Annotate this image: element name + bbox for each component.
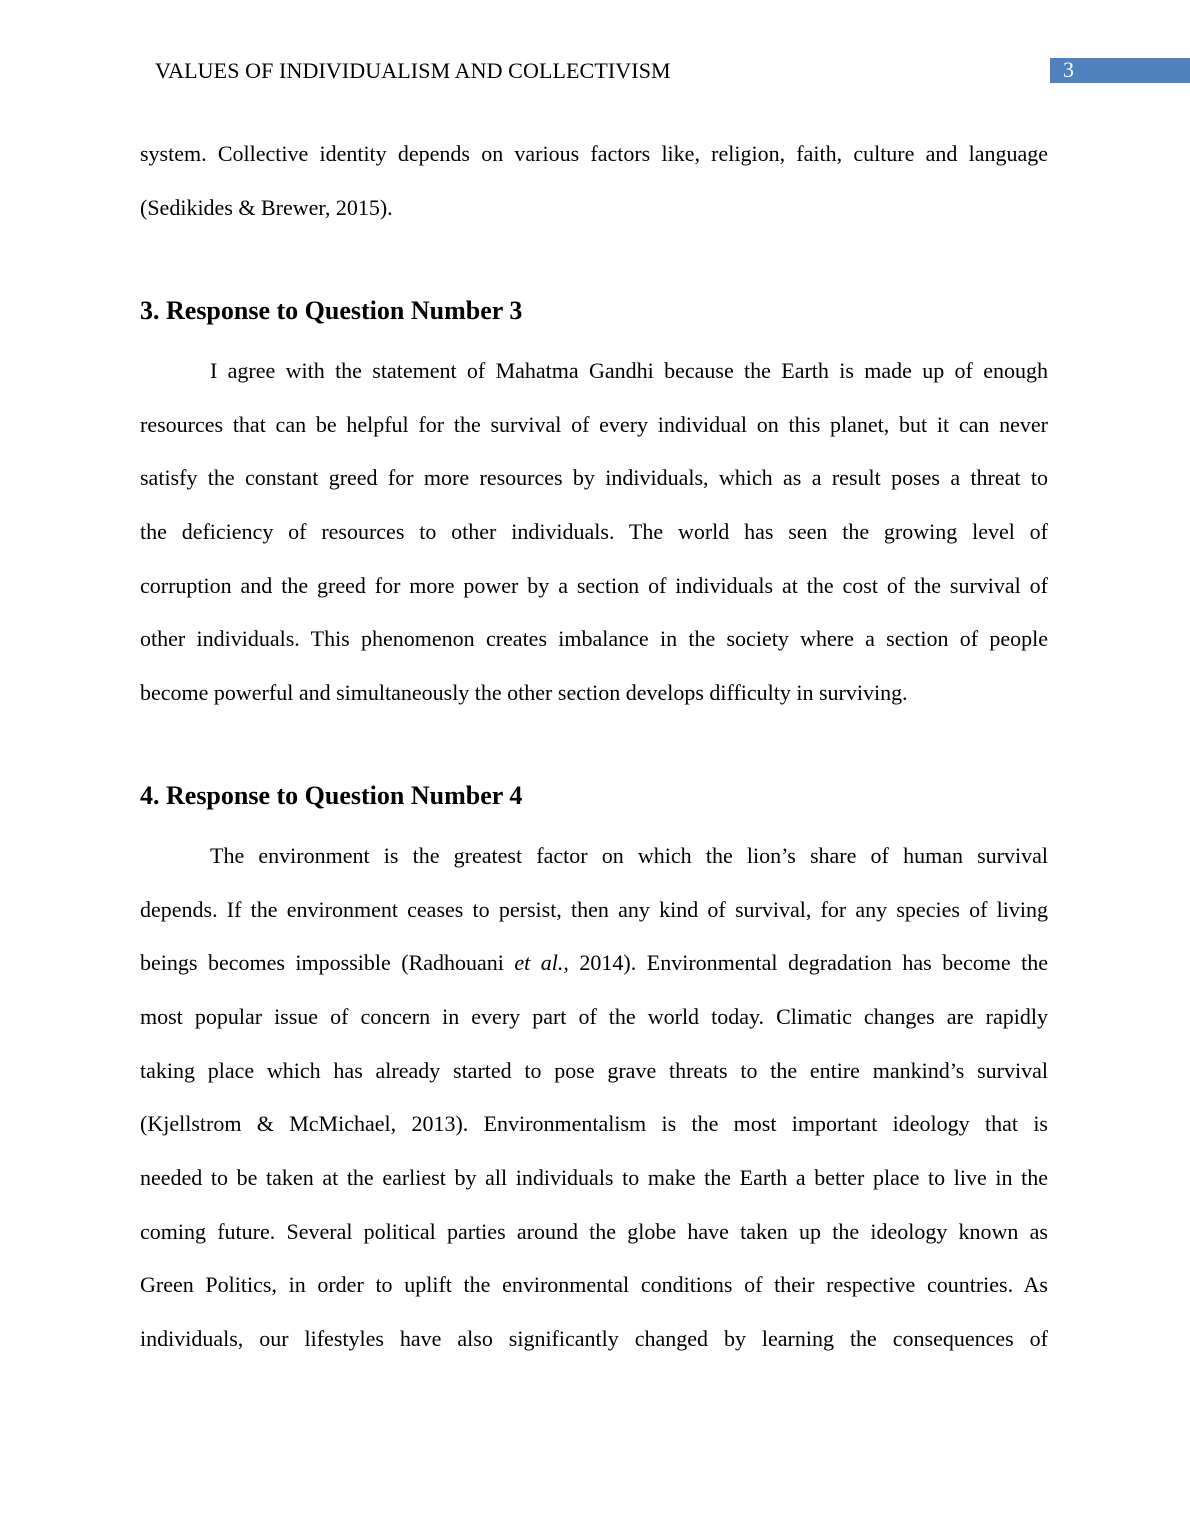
paragraph-line: The environment is the greatest factor on which the lion’s share of human survival — [210, 843, 1048, 868]
paragraph-line: corruption and the greed for more power by a section of individuals at the cost of the survival of — [140, 573, 1048, 598]
citation-author: beings becomes impossible (Radhouani — [140, 950, 515, 975]
paragraph-line: needed to be taken at the earliest by all individuals to make the Earth a better place to live in the — [140, 1165, 1048, 1190]
paragraph-line: (Sedikides & Brewer, 2015). — [140, 195, 393, 220]
paragraph-line: depends. If the environment ceases to persist, then any kind of survival, for any species of living — [140, 897, 1048, 922]
paragraph-line: coming future. Several political parties around the globe have taken up the ideology known as — [140, 1219, 1048, 1244]
paragraph-line: the deficiency of resources to other individuals. The world has seen the growing level of — [140, 519, 1048, 544]
page-number-box — [1050, 58, 1190, 83]
paragraph-line: other individuals. This phenomenon creates imbalance in the society where a section of people — [140, 626, 1048, 651]
citation-et-al: et al. — [514, 950, 564, 975]
paragraph-line: become powerful and simultaneously the other section develops difficulty in surviving. — [140, 680, 908, 705]
paragraph-line: most popular issue of concern in every part of the world today. Climatic changes are rapidly — [140, 1004, 1048, 1029]
paragraph-line: Green Politics, in order to uplift the environmental conditions of their respective countries. As — [140, 1272, 1048, 1297]
paragraph-line: resources that can be helpful for the survival of every individual on this planet, but it can never — [140, 412, 1048, 437]
page-number: 3 — [1063, 57, 1074, 82]
paragraph-line-citation — [140, 949, 1048, 977]
paragraph-line: satisfy the constant greed for more resources by individuals, which as a result poses a threat to — [140, 465, 1048, 490]
paragraph-line: taking place which has already started to pose grave threats to the entire mankind’s survival — [140, 1058, 1048, 1083]
section-heading-4: 4. Response to Question Number 4 — [140, 781, 523, 810]
paragraph-line: individuals, our lifestyles have also significantly changed by learning the consequences of — [140, 1326, 1048, 1351]
paragraph-line: system. Collective identity depends on various factors like, religion, faith, culture and language — [140, 141, 1048, 166]
paragraph-line: (Kjellstrom & McMichael, 2013). Environmentalism is the most important ideology that is — [140, 1111, 1048, 1136]
running-head: VALUES OF INDIVIDUALISM AND COLLECTIVISM — [155, 58, 671, 83]
section-heading-3: 3. Response to Question Number 3 — [140, 296, 523, 325]
citation-rest: , 2014). Environmental degradation has become the — [563, 950, 1048, 975]
paragraph-line: I agree with the statement of Mahatma Gandhi because the Earth is made up of enough — [210, 358, 1048, 383]
